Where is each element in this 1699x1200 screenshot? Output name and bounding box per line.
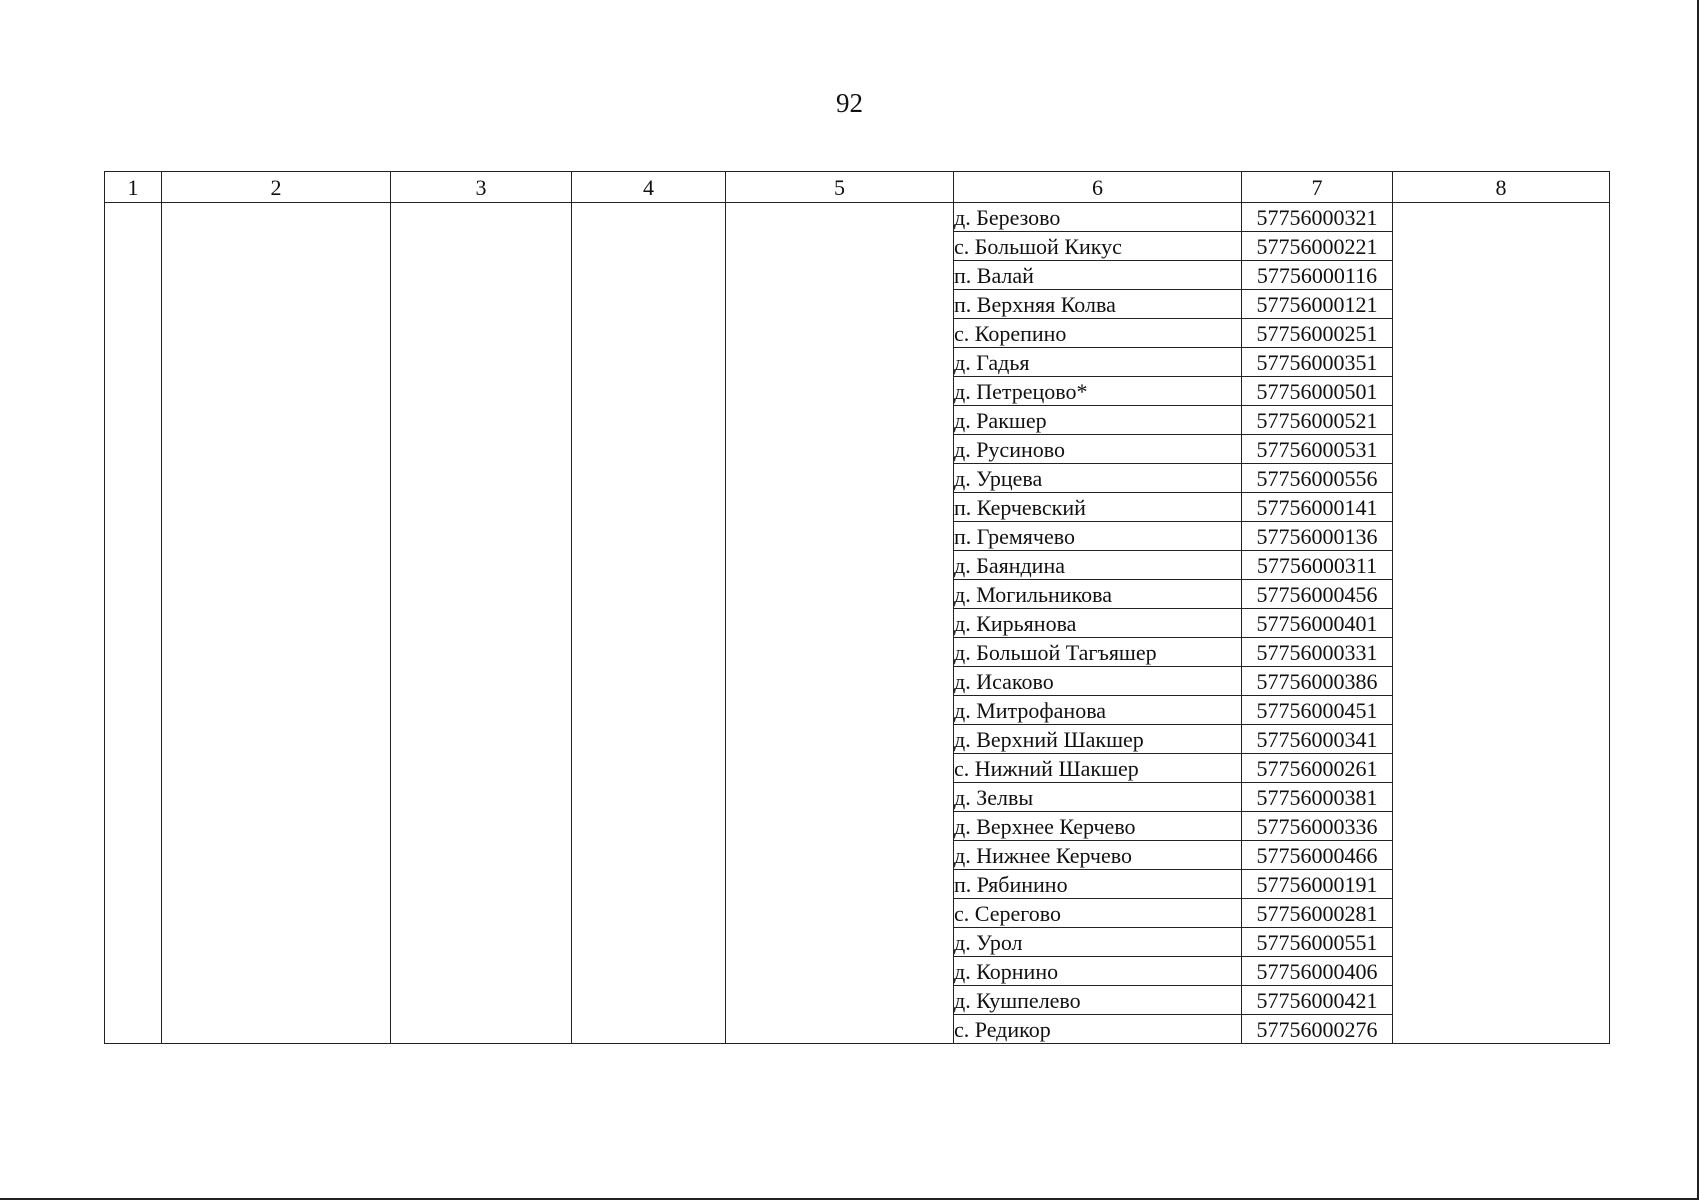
oktmo-code-cell: 57756000116 [1242,261,1393,290]
empty-column-3-cell [391,203,572,1044]
settlement-name-cell: д. Баяндина [954,551,1242,580]
table-body [105,203,1610,1044]
oktmo-code-cell: 57756000321 [1242,203,1393,232]
settlement-name-cell: д. Большой Тагъяшер [954,638,1242,667]
column-header-3: 3 [391,172,572,203]
column-header-8: 8 [1393,172,1610,203]
settlement-name-cell: д. Корнино [954,957,1242,986]
settlement-name-cell: д. Урол [954,928,1242,957]
column-header-2: 2 [162,172,391,203]
settlement-name-cell: п. Керчевский [954,493,1242,522]
oktmo-code-cell: 57756000401 [1242,609,1393,638]
table-header-row [105,172,1610,203]
oktmo-code-cell: 57756000336 [1242,812,1393,841]
settlement-name-cell: д. Могильникова [954,580,1242,609]
settlement-name-cell: д. Гадья [954,348,1242,377]
empty-column-8-cell [1393,203,1610,1044]
settlement-name-cell: п. Гремячево [954,522,1242,551]
settlement-name-cell: д. Зелвы [954,783,1242,812]
oktmo-code-cell: 57756000456 [1242,580,1393,609]
settlement-name-cell: д. Березово [954,203,1242,232]
column-header-1: 1 [105,172,162,203]
oktmo-code-cell: 57756000311 [1242,551,1393,580]
column-header-6: 6 [954,172,1242,203]
settlement-name-cell: п. Валай [954,261,1242,290]
empty-column-2-cell [162,203,391,1044]
settlement-name-cell: д. Петрецово* [954,377,1242,406]
oktmo-code-cell: 57756000261 [1242,754,1393,783]
settlement-name-cell: д. Ракшер [954,406,1242,435]
oktmo-code-cell: 57756000221 [1242,232,1393,261]
empty-column-1-cell [105,203,162,1044]
registry-table [104,171,1610,1044]
settlement-name-cell: п. Рябинино [954,870,1242,899]
settlement-name-cell: с. Редикор [954,1015,1242,1044]
oktmo-code-cell: 57756000341 [1242,725,1393,754]
settlement-name-cell: с. Серегово [954,899,1242,928]
column-header-4: 4 [572,172,726,203]
settlement-name-cell: д. Русиново [954,435,1242,464]
oktmo-code-cell: 57756000551 [1242,928,1393,957]
settlement-name-cell: д. Нижнее Керчево [954,841,1242,870]
column-header-5: 5 [726,172,954,203]
settlement-name-cell: д. Кушпелево [954,986,1242,1015]
settlement-name-cell: с. Большой Кикус [954,232,1242,261]
oktmo-code-cell: 57756000501 [1242,377,1393,406]
oktmo-code-cell: 57756000141 [1242,493,1393,522]
oktmo-code-cell: 57756000421 [1242,986,1393,1015]
settlement-name-cell: п. Верхняя Колва [954,290,1242,319]
oktmo-code-cell: 57756000381 [1242,783,1393,812]
empty-column-4-cell [572,203,726,1044]
oktmo-code-cell: 57756000251 [1242,319,1393,348]
settlement-name-cell: д. Кирьянова [954,609,1242,638]
column-header-7: 7 [1242,172,1393,203]
oktmo-code-cell: 57756000281 [1242,899,1393,928]
oktmo-code-cell: 57756000191 [1242,870,1393,899]
oktmo-code-cell: 57756000351 [1242,348,1393,377]
oktmo-code-cell: 57756000121 [1242,290,1393,319]
oktmo-code-cell: 57756000451 [1242,696,1393,725]
oktmo-code-cell: 57756000331 [1242,638,1393,667]
oktmo-code-cell: 57756000521 [1242,406,1393,435]
settlement-name-cell: д. Верхний Шакшер [954,725,1242,754]
page-number: 92 [836,88,863,118]
table-row [105,203,1610,232]
oktmo-code-cell: 57756000386 [1242,667,1393,696]
oktmo-code-cell: 57756000276 [1242,1015,1393,1044]
oktmo-code-cell: 57756000556 [1242,464,1393,493]
oktmo-code-cell: 57756000531 [1242,435,1393,464]
settlement-name-cell: д. Верхнее Керчево [954,812,1242,841]
settlement-name-cell: д. Урцева [954,464,1242,493]
oktmo-code-cell: 57756000406 [1242,957,1393,986]
settlement-name-cell: д. Митрофанова [954,696,1242,725]
empty-column-5-cell [726,203,954,1044]
settlement-name-cell: с. Нижний Шакшер [954,754,1242,783]
oktmo-code-cell: 57756000466 [1242,841,1393,870]
oktmo-code-cell: 57756000136 [1242,522,1393,551]
settlement-name-cell: с. Корепино [954,319,1242,348]
settlement-name-cell: д. Исаково [954,667,1242,696]
